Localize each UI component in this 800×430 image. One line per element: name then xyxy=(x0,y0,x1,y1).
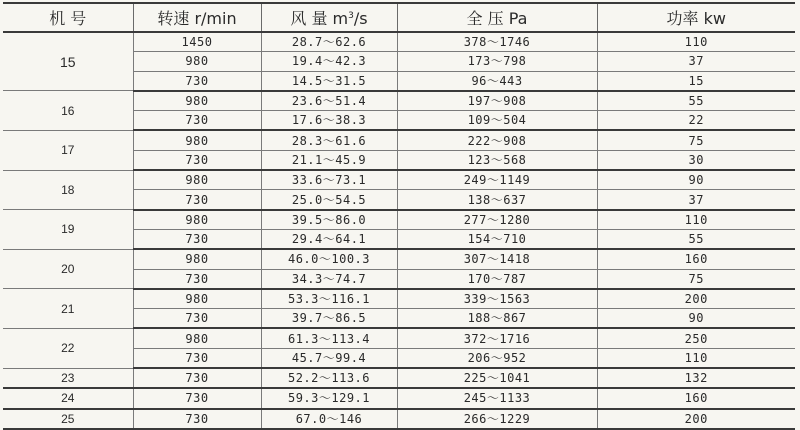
model-cell: 24 xyxy=(3,388,133,408)
header-airflow-unit: /s xyxy=(353,9,368,28)
pressure-cell: 225～1041 xyxy=(397,368,597,388)
speed-cell: 980 xyxy=(133,289,261,309)
airflow-cell: 19.4～42.3 xyxy=(261,52,397,71)
pressure-cell: 249～1149 xyxy=(397,170,597,190)
table-row xyxy=(3,32,795,52)
model-cell: 23 xyxy=(3,368,133,388)
speed-cell: 980 xyxy=(133,210,261,230)
header-pressure: 全 压 Pa xyxy=(397,3,597,32)
speed-cell: 980 xyxy=(133,328,261,348)
airflow-cell: 14.5～31.5 xyxy=(261,71,397,91)
header-speed: 转速 r/min xyxy=(133,3,261,32)
airflow-cell: 39.7～86.5 xyxy=(261,309,397,329)
speed-cell: 980 xyxy=(133,249,261,269)
airflow-cell: 21.1～45.9 xyxy=(261,150,397,170)
pressure-cell: 170～787 xyxy=(397,269,597,289)
power-cell: 90 xyxy=(597,170,795,190)
pressure-cell: 154～710 xyxy=(397,229,597,249)
speed-cell: 980 xyxy=(133,91,261,111)
speed-cell: 730 xyxy=(133,348,261,368)
power-cell: 160 xyxy=(597,249,795,269)
fan-spec-table xyxy=(3,2,795,430)
power-cell: 110 xyxy=(597,348,795,368)
airflow-cell: 52.2～113.6 xyxy=(261,368,397,388)
model-cell: 17 xyxy=(3,130,133,170)
airflow-cell: 33.6～73.1 xyxy=(261,170,397,190)
table-row xyxy=(3,170,795,190)
airflow-cell: 29.4～64.1 xyxy=(261,229,397,249)
table-row xyxy=(3,210,795,230)
speed-cell: 980 xyxy=(133,130,261,150)
power-cell: 250 xyxy=(597,328,795,348)
airflow-cell: 45.7～99.4 xyxy=(261,348,397,368)
pressure-cell: 339～1563 xyxy=(397,289,597,309)
speed-cell: 730 xyxy=(133,111,261,131)
pressure-cell: 109～504 xyxy=(397,111,597,131)
speed-cell: 1450 xyxy=(133,32,261,52)
header-airflow-superscript: 3 xyxy=(348,11,354,21)
table-row xyxy=(3,249,795,269)
model-cell: 19 xyxy=(3,210,133,250)
speed-cell: 980 xyxy=(133,170,261,190)
speed-cell: 730 xyxy=(133,409,261,429)
pressure-cell: 206～952 xyxy=(397,348,597,368)
airflow-cell: 34.3～74.7 xyxy=(261,269,397,289)
pressure-cell: 222～908 xyxy=(397,130,597,150)
power-cell: 200 xyxy=(597,289,795,309)
power-cell: 110 xyxy=(597,210,795,230)
header-airflow xyxy=(261,3,397,32)
header-row xyxy=(3,3,795,32)
power-cell: 75 xyxy=(597,130,795,150)
table-row xyxy=(3,409,795,429)
model-cell: 15 xyxy=(3,32,133,91)
power-cell: 55 xyxy=(597,229,795,249)
power-cell: 75 xyxy=(597,269,795,289)
table-row xyxy=(3,289,795,309)
pressure-cell: 372～1716 xyxy=(397,328,597,348)
airflow-cell: 67.0～146 xyxy=(261,409,397,429)
airflow-cell: 28.3～61.6 xyxy=(261,130,397,150)
table-row xyxy=(3,388,795,408)
speed-cell: 980 xyxy=(133,52,261,71)
pressure-cell: 378～1746 xyxy=(397,32,597,52)
power-cell: 160 xyxy=(597,388,795,408)
model-cell: 21 xyxy=(3,289,133,329)
model-cell: 20 xyxy=(3,249,133,289)
airflow-cell: 17.6～38.3 xyxy=(261,111,397,131)
power-cell: 200 xyxy=(597,409,795,429)
power-cell: 22 xyxy=(597,111,795,131)
pressure-cell: 96～443 xyxy=(397,71,597,91)
model-cell: 16 xyxy=(3,91,133,131)
airflow-cell: 28.7～62.6 xyxy=(261,32,397,52)
speed-cell: 730 xyxy=(133,190,261,210)
airflow-cell: 23.6～51.4 xyxy=(261,91,397,111)
pressure-cell: 188～867 xyxy=(397,309,597,329)
speed-cell: 730 xyxy=(133,388,261,408)
airflow-cell: 25.0～54.5 xyxy=(261,190,397,210)
power-cell: 110 xyxy=(597,32,795,52)
model-cell: 18 xyxy=(3,170,133,210)
table-row xyxy=(3,130,795,150)
speed-cell: 730 xyxy=(133,269,261,289)
pressure-cell: 307～1418 xyxy=(397,249,597,269)
power-cell: 55 xyxy=(597,91,795,111)
airflow-cell: 46.0～100.3 xyxy=(261,249,397,269)
speed-cell: 730 xyxy=(133,71,261,91)
table-body xyxy=(3,32,795,429)
header-airflow-label: 风 量 m xyxy=(290,9,349,28)
pressure-cell: 277～1280 xyxy=(397,210,597,230)
pressure-cell: 245～1133 xyxy=(397,388,597,408)
table-row xyxy=(3,91,795,111)
power-cell: 37 xyxy=(597,190,795,210)
power-cell: 132 xyxy=(597,368,795,388)
airflow-cell: 53.3～116.1 xyxy=(261,289,397,309)
model-cell: 22 xyxy=(3,328,133,368)
power-cell: 37 xyxy=(597,52,795,71)
header-model: 机 号 xyxy=(3,3,133,32)
pressure-cell: 197～908 xyxy=(397,91,597,111)
model-cell: 25 xyxy=(61,411,75,426)
speed-cell: 730 xyxy=(133,229,261,249)
airflow-cell: 59.3～129.1 xyxy=(261,388,397,408)
speed-cell: 730 xyxy=(133,150,261,170)
pressure-cell: 266～1229 xyxy=(397,409,597,429)
power-cell: 30 xyxy=(597,150,795,170)
airflow-cell: 39.5～86.0 xyxy=(261,210,397,230)
table-row xyxy=(3,328,795,348)
pressure-cell: 173～798 xyxy=(397,52,597,71)
power-cell: 15 xyxy=(597,71,795,91)
speed-cell: 730 xyxy=(133,309,261,329)
header-power: 功率 kw xyxy=(597,3,795,32)
pressure-cell: 123～568 xyxy=(397,150,597,170)
table-row xyxy=(3,368,795,388)
power-cell: 90 xyxy=(597,309,795,329)
pressure-cell: 138～637 xyxy=(397,190,597,210)
speed-cell: 730 xyxy=(133,368,261,388)
airflow-cell: 61.3～113.4 xyxy=(261,328,397,348)
